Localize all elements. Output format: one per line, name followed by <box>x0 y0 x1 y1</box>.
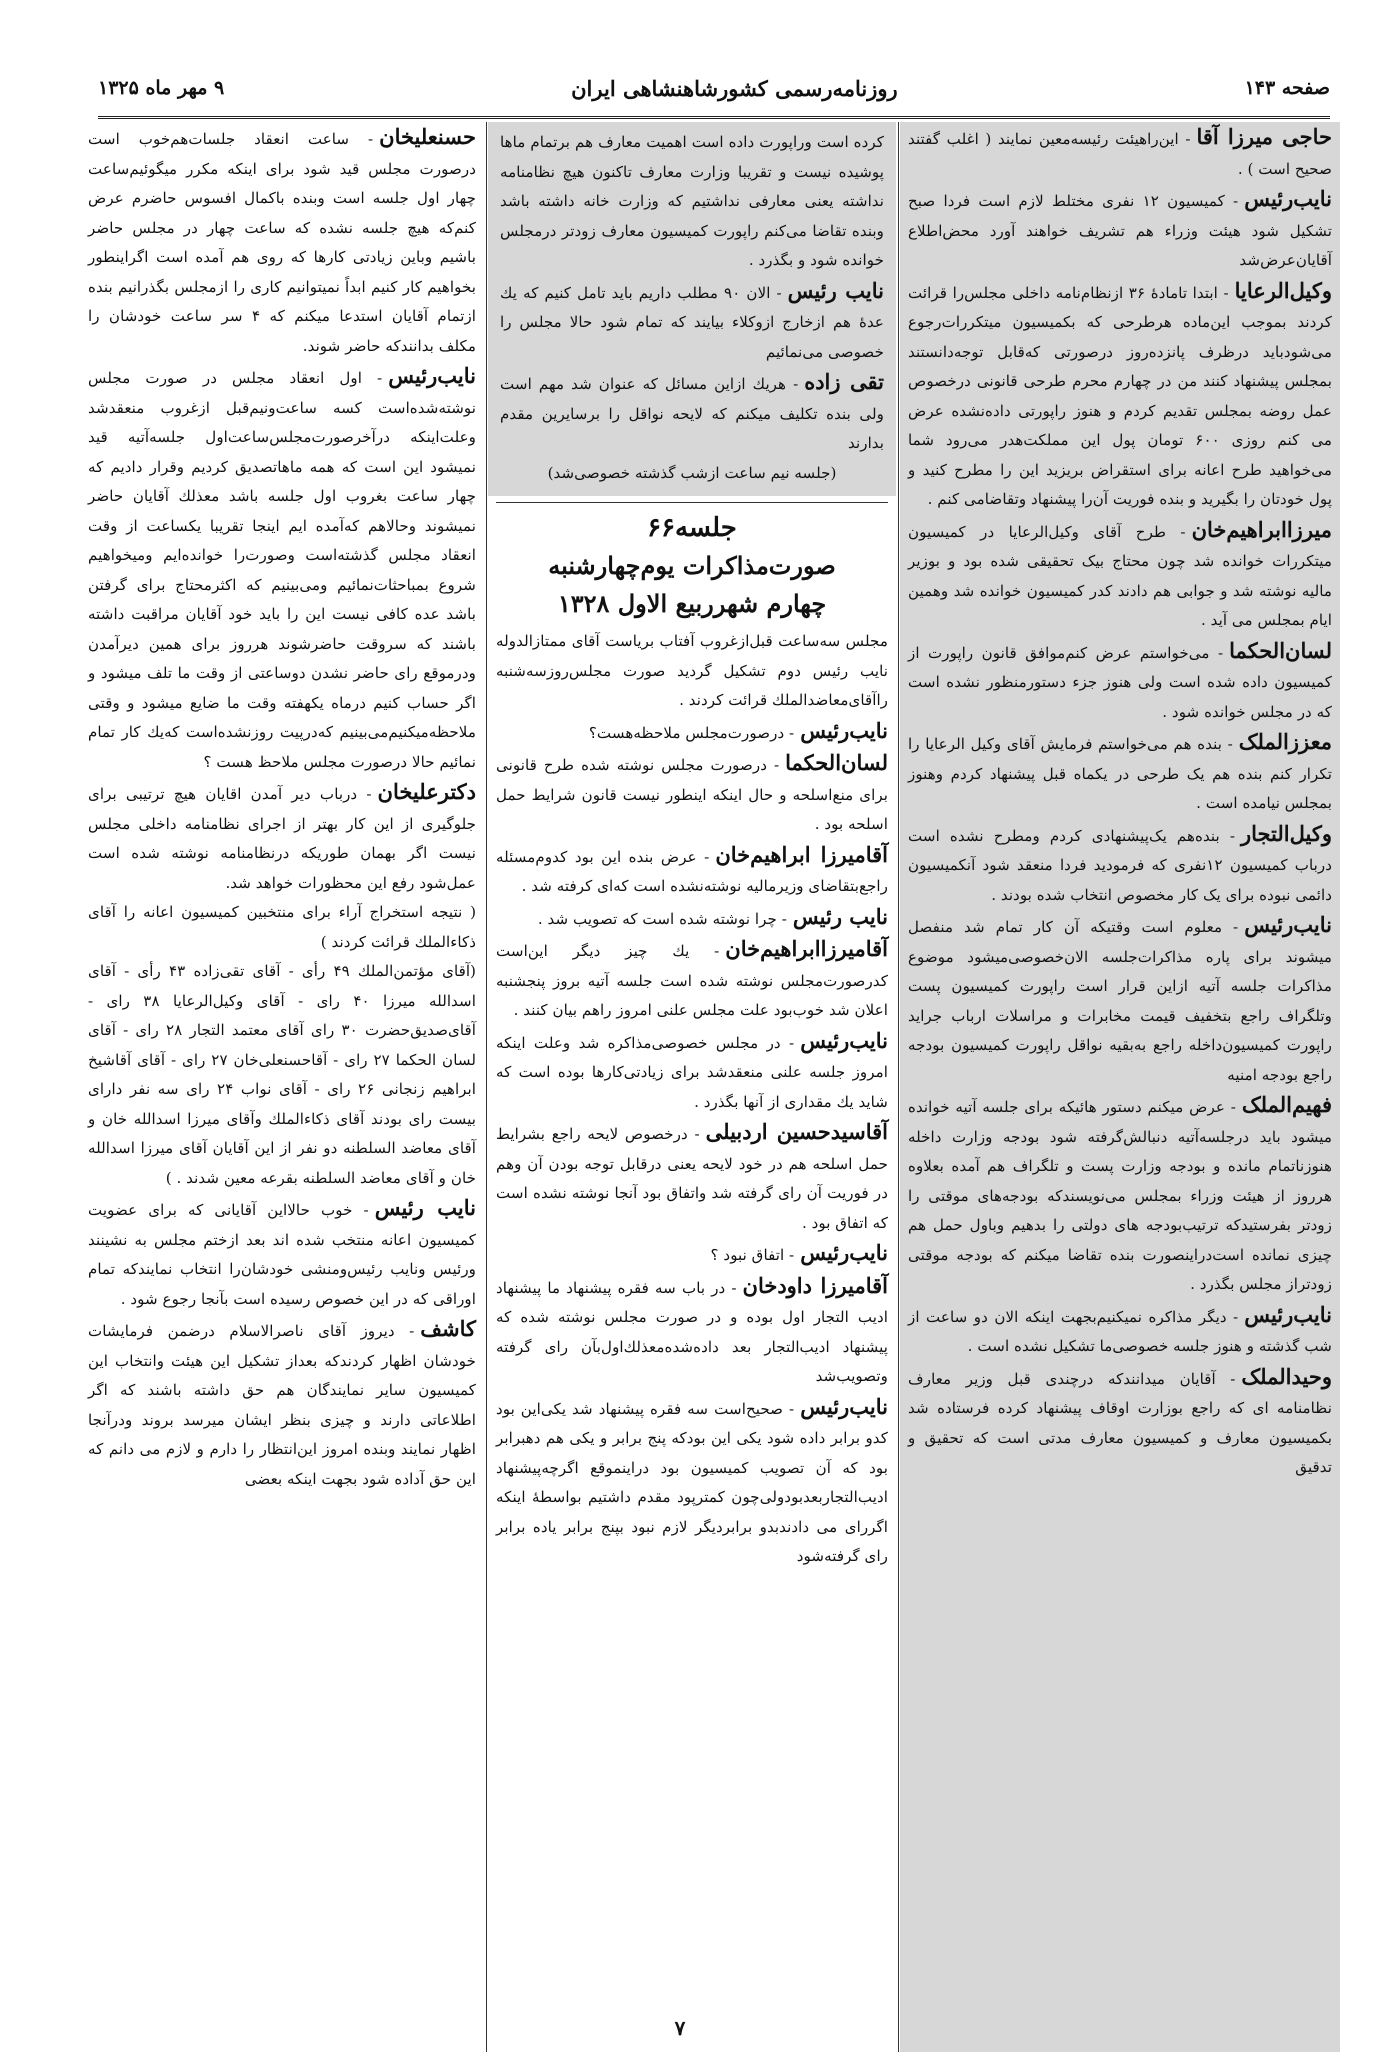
speech-text: - چرا نوشته شده است که تصویب شد . <box>537 909 787 928</box>
gazette-title: روزنامه‌رسمی کشورشاهنشاهی ایران <box>571 75 898 101</box>
speaker-name: نایب رئیس <box>374 1195 477 1220</box>
speech-entry <box>500 276 884 368</box>
speech-text: - در باب سه فقره پیشنهاد ما پیشنهاد ادیب التجار اول بوده و در صورت مجلس نوشته شده که پیشنهاد ادیب‌التجار بعد داده‌شده‌معذلك‌اول‌بآن رای گرفته وتصویب‌شد <box>496 1278 888 1385</box>
session-closing-note: (جلسه نیم ساعت ازشب گذشته خصوصی‌شد) <box>547 463 837 482</box>
speech-text: - ابتدا تامادۀ ۳۶ ازنظام‌نامه داخلی مجلس‌را قرائت کردند بموجب این‌ماده هرطرحی که بکمیسیون میتکررات‌رجوع می‌شودباید درظرف پانزده‌روز درصورتی که‌قابل توجه‌دانستند بمجلس پیشنهاد کنند من در چهارم محرم طرحی قانونی درخصوص عمل روضه بمجلس تقدیم کردم و هنوز راپورتی داده‌نشده عرض می کنم روزی ۶۰۰ تومان پول این مملکت‌هدر می‌رود شما می‌خواهید طرح اعانه برای استقراض بریزید این را مطرح کنید و پول خودتان را بگیرید و بنده فوریت آن‌را پیشنهاد وتقاضامی کنم . <box>908 283 1332 508</box>
speech-entry <box>88 777 476 898</box>
speech-text: - درصورت مجلس نوشته شده طرح قانونی برای منع‌اسلحه و حال اینکه اینطور نیست قانون شرایط حمل اسلحه بود . <box>496 756 888 833</box>
speech-entry <box>88 1193 476 1314</box>
speech-entry <box>88 122 476 361</box>
speaker-name: وحیدالملک <box>1241 1363 1332 1389</box>
speech-text: - دیگر مذاکره نمیکنیم‌بجهت اینکه الان دو ساعت از شب گذشته و هنوز جلسه خصوصی‌ما تشکیل نشده است . <box>908 1307 1332 1355</box>
speech-text: - معلوم است وقتیکه آن کار تمام شد منفصل میشوند برای پاره مذاکرات‌جلسه الان‌خصوصی‌میشود موضوع مذاکرات جلسه آتیه ازاین قرار است راپورت کمیسیون پست وتلگراف راجع بتخفیف قیمت مخابرات و مراسلات ارباب جراید راپورت کمیسیون‌داخله راجع به‌بقیه نواقل راپورت کمیسیون بودجه راجع بودجه امنیه <box>908 918 1332 1084</box>
issue-date: ۹ مهر ماه ۱۳۲۵ <box>98 77 225 99</box>
speech-text: - می‌خواستم عرض کنم‌موافق قانون راپورت از کمیسیون داده شده است ولی هنوز جزء دستورمنظور نشده است که در مجلس خوانده شود . <box>908 643 1332 721</box>
speech-text: - ساعت انعقاد جلسات‌هم‌خوب است درصورت مجلس قید شود برای اینکه مکرر میگوئیم‌ساعت چهار اول جلسه است وبنده باکمال افسوس حاضرم عرض کنم‌که هیچ جلسه نشده که ساعت چهار در مجلس حاضر باشیم وباین زیادتی کارها که روی هم آمده است اگراینطور بخواهیم کار کنیم ابداً نمیتوانیم کاری را ازمجلس بگذرانیم بنده ازتمام آقایان استدعا میکنم که ۴ سر ساعت خودشان را مکلف بدانندکه حاضر شوند. <box>88 130 477 355</box>
session-subtitle: صورت‌مذاکرات یوم‌چهارشنبه <box>548 551 836 580</box>
column-left <box>80 122 484 2052</box>
speech-text: - دیروز آقای ناصرالاسلام درضمن فرمایشات خودشان اظهار کردندکه بعداز تشکیل این هیئت وانتخاب این کمیسیون سایر نمایندگان هم حق داشته باشند که اگر اطلاعاتی دارند و چیزی بنظر ایشان میرسد بروند ودرآنجا اظهار نمایند وبنده امروز این‌انتظار را دارم و لازم می دانم که این حق آداده شود بجهت اینکه بعضی <box>88 1322 476 1488</box>
speech-entry <box>496 627 888 716</box>
speaker-name: حسنعلیخان <box>379 124 476 149</box>
speech-entry <box>908 276 1332 515</box>
previous-session-tail <box>488 122 896 496</box>
speech-entry <box>908 122 1332 184</box>
speech-text: - خوب حالااین آقایانی که برای عضویت کمیسیون اعانه منتخب شده اند بعد ازختم مجلس به نشینند ورئیس ونایب رئیس‌ومنشی خودشان‌را انتخاب نمایندکه تمام اوراقی که در این خصوص رسیده است بآنجا رجوع شود . <box>88 1201 476 1308</box>
speech-entry <box>908 819 1332 911</box>
speaker-name: نایب رئیس <box>787 277 884 303</box>
speaker-name: آقاسیدحسین اردبیلی <box>705 1119 889 1144</box>
speech-entry <box>908 727 1332 819</box>
speaker-name: لسان‌الحکما <box>785 750 888 775</box>
speech-text: - هریك ازاین مسائل که عنوان شد مهم است ولی بنده تکلیف میکنم که لایحه نواقل را برسایرین مقدم بدارند <box>500 375 884 452</box>
speech-entry <box>908 910 1332 1090</box>
speech-text: - درصورت‌مجلس ملاحظه‌هست؟ <box>588 723 795 742</box>
speech-entry <box>908 1090 1332 1300</box>
speech-text: - درباب دیر آمدن اقایان هیچ ترتیبی برای جلوگیری از این کار بهتر از اجرای نظامنامه داخلی مجلس نیست اگر بهمان طوریکه درنظامنامه نوشته شده است عمل‌شود رفع این محظورات خواهد شد. <box>88 785 476 892</box>
speech-text: - طرح آقای وکیل‌الرعایا در کمیسیون میتکررات خوانده شد چون محتاج بیک تحقیقی شده بود و بوزیر مالیه نوشته شد و جوابی هم دادند کدر کمیسیون خوانده شد وهمین ایام بمجلس می آید . <box>908 522 1332 629</box>
column-right <box>900 122 1340 2052</box>
speech-entry <box>908 636 1332 728</box>
speech-text: - کمیسیون ۱۲ نفری مختلط لازم است فردا صبح تشکیل شود هیئت وزراء هم تشریف خواهند آورد محض‌اطلاع آقایان‌عرض‌شد <box>908 192 1332 269</box>
speaker-name: آقامیرزا داودخان <box>742 1272 888 1298</box>
speaker-name: نایب‌رئیس <box>1244 1301 1332 1327</box>
session-heading <box>496 502 888 623</box>
speech-entry <box>496 902 888 935</box>
speaker-name: تقی زاده <box>804 369 884 394</box>
speech-entry <box>496 1238 888 1271</box>
column-middle <box>488 122 896 2052</box>
speech-entry <box>496 1026 888 1118</box>
speaker-name: نایب رئیس <box>792 903 888 929</box>
speaker-name: نایب‌رئیس <box>800 1027 888 1053</box>
speech-entry <box>496 716 888 749</box>
speaker-name: نایب‌رئیس <box>1244 186 1332 211</box>
speaker-name: وکیل‌التجار <box>1240 820 1332 846</box>
page-number: ۷ <box>674 2016 686 2040</box>
speech-text: مجلس سه‌ساعت قبل‌ازغروب آفتاب بریاست آقای ممتازالدوله نایب رئیس دوم تشکیل گردید صورت مجلس‌روزسه‌شنبه راآقای‌معاضدالملك قرائت کردند . <box>496 632 888 709</box>
session-date: چهارم شهرربیع الاول ۱۳۲۸ <box>557 589 827 618</box>
speech-entry <box>496 934 888 1026</box>
speech-text: - بنده هم می‌خواستم فرمایش آقای وکیل الرعایا را تکرار کنم بنده هم یک طرحی در یکماه قبل پیشنهاد کردم وهنوز بمجلس نیامده است . <box>908 735 1332 812</box>
speech-text: - عرض بنده این بود کدوم‌مسئله راجع‌بتقاضای وزیرمالیه نوشته‌نشده است که‌ای کرفته شد . <box>496 847 888 895</box>
page-header <box>98 60 1330 119</box>
speaker-name: معززالملک <box>1238 729 1332 754</box>
speaker-name: میرزاابراهیم‌خان <box>1191 516 1332 542</box>
speech-text: - آقایان میدانندکه درچندی قبل وزیر معارف نظامنامه ای که راجع بوزارت اوقاف پیشنهاد کرده فرستاده شد بکمیسیون معارف و کمیسیون معارف مدتی است که تحقیق و تدقیق <box>908 1369 1332 1476</box>
speaker-name: نایب‌رئیس <box>800 1393 888 1419</box>
speaker-name: نایب‌رئیس <box>1244 912 1332 937</box>
speech-text: - عرض میکنم دستور هائیکه برای جلسه آتیه خوانده میشود باید درجلسه‌آتیه دنبالش‌گرفته شود بودجه وزارت داخله هنوزناتمام مانده و بودجه وزارت پست و تلگراف هم آمده بعلاوه هرروز از هیئت وزراء بمجلس می‌نویسندکه بودجه‌های موقتی را زودتر بفرستیدکه ترتیب‌بودجه های دولتی را بدهیم وباول حمل هم چیزی نمانده است‌دراینصورت بنده تقاضا میکنم که بودجه موقتی زودتراز مجلس بگذرد . <box>908 1098 1332 1293</box>
speech-entry <box>496 748 888 840</box>
column-divider-left <box>486 122 487 2052</box>
speech-text: - اول انعقاد مجلس در صورت مجلس نوشته‌شده‌است کسه ساعت‌ونیم‌قبل ازغروب منعقدشد وعلت‌اینکه درآخرصورت‌مجلس‌ساعت‌اول جلسه‌آتیه قید نمیشود این است که همه ماهاتصدیق کردیم وقرار دادیم که چهار ساعت بغروب اول جلسه باشد معذلك آقایان حاضر نمیشوند وحالاهم که‌آمده ایم اینجا تقریبا یکساعت از وقت انعقاد مجلس گذشته‌است وصورت‌را خوانده‌ایم ومیخواهیم شروع بمباحثات‌نمائیم ومی‌بینیم که اکثرمحتاج برای گرفتن باشد عده کافی نیست این را باید خود آقایان مراقبت داشته باشند که سروقت حاضرشوند هرروز برای همین دیرآمدن ودرموقع رای حاضر نشدن دوساعتی از وقت ما تلف میشود و اگر حساب کنیم درماه یکهفته وقت ما ضایع میشود و وقتی ملاحظه‌میکنیم‌می‌بینیم که‌درپیت روزنشده‌است که‌یك کار تمام نمائیم حالا درصورت مجلس ملاحظ هست ؟ <box>88 369 476 771</box>
speaker-name: فهیم‌الملک <box>1241 1092 1332 1117</box>
speech-entry <box>496 1271 888 1392</box>
speech-entry <box>908 1300 1332 1362</box>
column-divider-right <box>898 122 899 2052</box>
speaker-name: حاجی میرزا آقا <box>1196 124 1333 149</box>
speech-text: - الان ۹۰ مطلب داریم باید تامل کنیم که یك عده‌ٔ هم ازخارج ازوکلاء بیایند که تمام شود حالا مجلس را خصوصی می‌نمائیم <box>500 283 884 361</box>
speech-text: ( نتیجه استخراج آراء برای منتخبین کمیسیون اعانه را آقای ذکاءالملك قرائت کردند ) <box>88 903 476 951</box>
continuation-text: کرده است وراپورت داده است اهمیت معارف هم برتمام ماها پوشیده نیست و تقریبا وزارت معارف تاکنون هیچ نظامنامه نداشته یعنی معارفی نداشتیم که وزارت خانه داشته باشد وبنده تقاضا می‌کنم راپورت کمیسیون معارف زودتر درمجلس خوانده شود و بگذرد . <box>500 133 884 269</box>
speaker-name: نایب‌رئیس <box>388 363 476 388</box>
speech-text: - یك چیز دیگر این‌است کدرصورت‌مجلس نوشته شده است جلسه آتیه بروز پنجشنبه اعلان شد خوب‌بود علت مجلس علنی امروز راهم بیان کنند . <box>496 942 888 1019</box>
speech-text: - درخصوص لایحه راجع بشرایط حمل اسلحه هم در خود لایحه یعنی درقابل توجه بودن آن وهم در فوریت آن رای گرفته شد واتفاق بود آنجا نوشته نشده است که اتفاق بود . <box>496 1125 888 1232</box>
speech-text: - بنده‌هم یک‌پیشنهادی کردم ومطرح نشده است درباب کمیسیون ۱۲نفری که فرمودید فردا منعقد شود آنکمیسیون دائمی نبوده برای یک کار مخصوص انتخاب شده بودند . <box>908 826 1332 904</box>
speech-entry <box>908 515 1332 636</box>
speech-entry <box>496 840 888 902</box>
speech-entry <box>88 361 476 777</box>
session-number: جلسه۶۶ <box>647 513 737 543</box>
speech-entry <box>496 1392 888 1572</box>
speaker-name: نایب‌رئیس <box>800 1240 888 1265</box>
speaker-name: آقامیرزا ابراهیم‌خان <box>715 841 888 867</box>
speaker-name: وکیل‌الرعایا <box>1234 277 1332 303</box>
speaker-name: نایب‌رئیس <box>800 717 888 743</box>
speech-text: - اتفاق نبود ؟ <box>710 1246 795 1264</box>
speaker-name: لسان‌الحکما <box>1229 637 1332 663</box>
speech-text: (آقای مؤتمن‌الملك ۴۹ رأی - آقای تقی‌زاده ۴۳ رأی - آقای اسدالله میرزا ۴۰ رای - آقای وکیل‌الرعایا ۳۸ رای - آقای‌صدیق‌حضرت ۳۰ رای آقای معتمد التجار ۲۸ رای - آقای لسان الحکما ۲۷ رای - آقاحسنعلی‌خان ۲۷ رای - آقای آقاشیخ ابراهیم زنجانی ۲۶ رای - آقای نواب ۲۴ رای سه نفر دارای بیست رای بودند آقای ذکاءالملك وآقای میرزا اسدالله خان و آقای معاضد السلطنه دو نفر از این آقایان آقای میرزا اسدالله خان و آقای معاضد السلطنه بقرعه معین شدند . ) <box>88 962 477 1187</box>
speech-entry <box>500 367 884 459</box>
speech-text: - صحیح‌است سه فقره پیشنهاد شد یکی‌این بود کدو برابر داده شود یکی این بودکه پنج برابر و یکی هم دهبرابر بود که آن تصویب کمیسیون بود دراینموقع اگرچه‌پیشنهاد ادیب‌التجاربعدبودولی‌چون کمترپود مقدم داشتیم بواسطهٔ اینکه اگررای می دادندبدو برابردیگر لازم نبود بپنج برابر یاده برابر رای گرفته‌شود <box>496 1399 888 1565</box>
speech-entry <box>496 1117 888 1238</box>
speaker-name: آقامیرزاابراهیم‌خان <box>725 936 888 961</box>
speech-text: - در مجلس خصوصی‌مذاکره شد وعلت اینکه امروز جلسه علنی منعقدشد برای زیادتی‌کارها بوده است که شاید یك مقداری از آنها بگذرد . <box>496 1033 888 1111</box>
page-label: صفحه ۱۴۳ <box>1244 77 1330 99</box>
speaker-name: کاشف <box>420 1316 476 1341</box>
speech-entry <box>88 898 476 957</box>
speech-entry <box>908 1362 1332 1483</box>
speaker-name: دکترعلیخان <box>377 779 476 804</box>
speech-entry <box>88 957 476 1193</box>
speech-text: - این‌راهیئت رئیسه‌معین نمایند ( اغلب گفتند صحیح است ) . <box>908 130 1332 178</box>
speech-entry <box>88 1314 476 1494</box>
speech-entry <box>908 184 1332 276</box>
